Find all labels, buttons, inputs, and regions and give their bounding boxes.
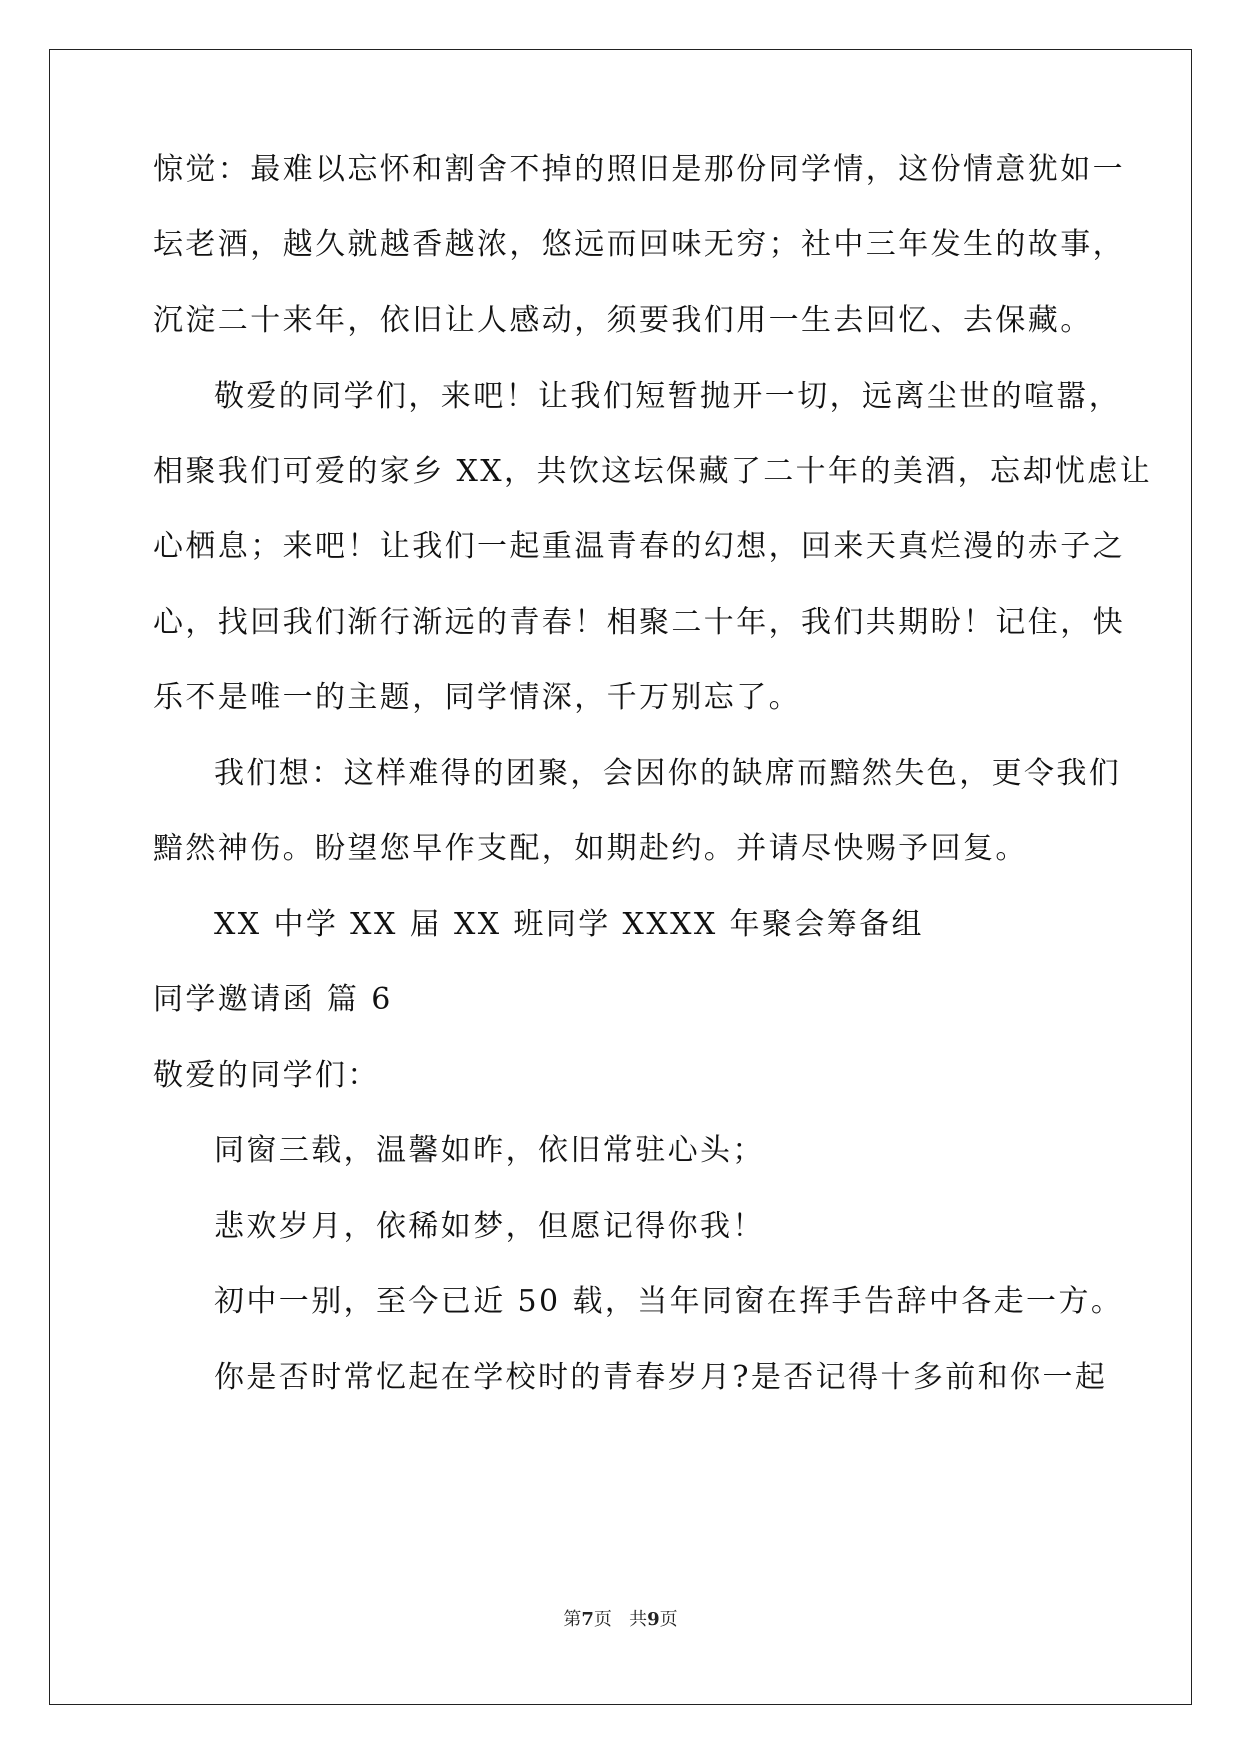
paragraph-first-line: 敬爱的同学们，来吧！让我们短暂抛开一切，远离尘世的喧嚣， <box>214 379 1122 414</box>
footer-total-suffix: 页 <box>659 1609 678 1630</box>
text-line: 心，找回我们渐行渐远的青春！相聚二十年，我们共期盼！记住，快 <box>153 605 1125 640</box>
total-pages-number: 9 <box>647 1609 660 1630</box>
text-line: 惊觉：最难以忘怀和割舍不掉的照旧是那份同学情，这份情意犹如一 <box>153 152 1125 187</box>
paragraph-first-line: 我们想：这样难得的团聚，会因你的缺席而黯然失色，更令我们 <box>214 756 1122 791</box>
text-line: 沉淀二十来年，依旧让人感动，须要我们用一生去回忆、去保藏。 <box>153 303 1093 338</box>
current-page-number: 7 <box>581 1609 594 1630</box>
footer-total-prefix: 共 <box>629 1609 648 1630</box>
paragraph-first-line: 同窗三载，温馨如昨，依旧常驻心头； <box>214 1133 765 1168</box>
paragraph-first-line: 悲欢岁月，依稀如梦，但愿记得你我！ <box>214 1209 765 1244</box>
section-heading: 同学邀请函 篇 6 <box>153 982 393 1017</box>
text-line: 相聚我们可爱的家乡 XX，共饮这坛保藏了二十年的美酒，忘却忧虑让 <box>153 454 1153 489</box>
text-line: 乐不是唯一的主题，同学情深，千万别忘了。 <box>153 680 801 715</box>
paragraph-first-line: 初中一别，至今已近 50 载，当年同窗在挥手告辞中各走一方。 <box>214 1284 1124 1319</box>
paragraph-first-line: 你是否时常忆起在学校时的青春岁月?是否记得十多前和你一起 <box>214 1360 1108 1395</box>
page-footer <box>0 1608 1241 1632</box>
footer-page-suffix: 页 <box>593 1609 612 1630</box>
page-border <box>49 49 1192 1705</box>
text-line: 心栖息；来吧！让我们一起重温青春的幻想，回来天真烂漫的赤子之 <box>153 529 1125 564</box>
footer-prefix: 第 <box>563 1609 582 1630</box>
salutation: 敬爱的同学们： <box>153 1058 380 1093</box>
text-line: 坛老酒，越久就越香越浓，悠远而回味无穷；社中三年发生的故事， <box>153 227 1125 262</box>
signature-line: XX 中学 XX 届 XX 班同学 XXXX 年聚会筹备组 <box>214 907 924 942</box>
text-line: 黯然神伤。盼望您早作支配，如期赴约。并请尽快赐予回复。 <box>153 831 1028 866</box>
